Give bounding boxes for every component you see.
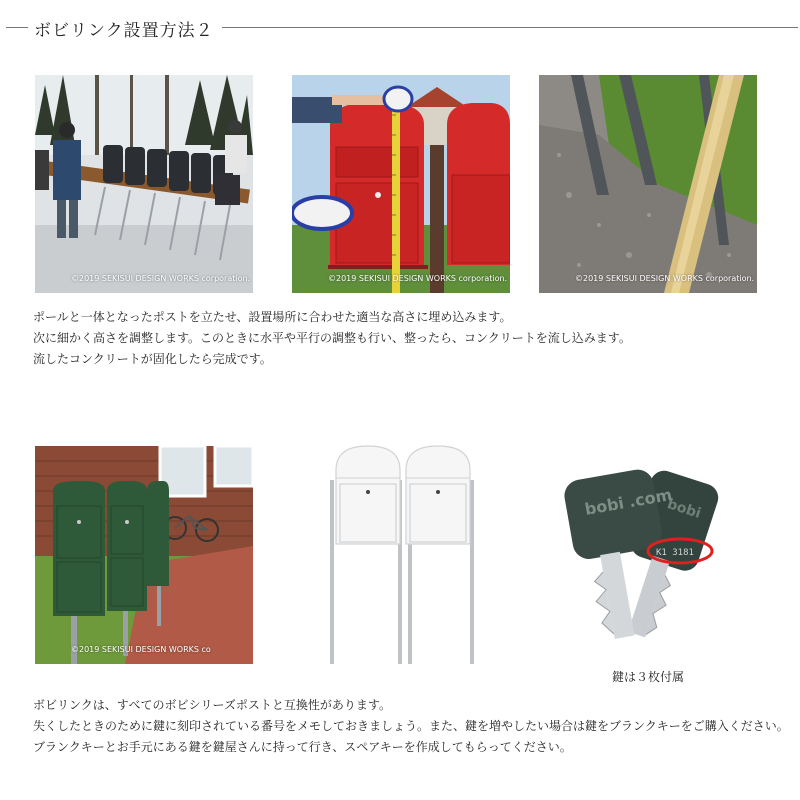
photo-white-mailboxes-on-poles xyxy=(320,440,490,670)
key-caption: 鍵は３枚付属 xyxy=(612,670,685,684)
copyright-watermark: ©2019 SEKISUI DESIGN WORKS corporation. xyxy=(71,274,251,283)
description-line: ブランクキーとお手元にある鍵を鍵屋さんに持って行き、スペアキーを作成してもらってください。 xyxy=(33,740,572,754)
description-line: 流したコンクリートが固化したら完成です。 xyxy=(33,352,272,366)
photo-keys xyxy=(540,455,740,655)
compatibility-description xyxy=(33,695,789,758)
description-line: 次に細かく高さを調整します。このときに水平や平行の調整も行い、整ったら、コンクリートを流し込みます。 xyxy=(33,331,631,345)
heading-rule-left xyxy=(6,27,28,28)
section-heading xyxy=(0,14,800,40)
installation-description xyxy=(33,307,631,370)
copyright-watermark: ©2019 SEKISUI DESIGN WORKS co xyxy=(71,645,211,654)
page-title: ボビリンク設置方法２ xyxy=(34,21,214,41)
photo-measuring-red-mailbox xyxy=(292,75,510,293)
copyright-watermark: ©2019 SEKISUI DESIGN WORKS corporation. xyxy=(328,274,508,283)
key-brand-text: bobi .com xyxy=(583,484,674,519)
photo-poles-in-gravel xyxy=(539,75,757,293)
photo-green-mailboxes xyxy=(35,446,253,664)
heading-rule-right xyxy=(222,27,798,28)
key-serial-text: K1 3181 xyxy=(656,548,694,558)
svg-text:bobi: bobi xyxy=(665,496,703,522)
description-line: ボビリンクは、すべてのボビシリーズポストと互換性があります。 xyxy=(33,698,391,712)
description-line: 失くしたときのために鍵に刻印されている番号をメモしておきましょう。また、鍵を増やしたい場合は鍵をブランクキーをご購入ください。 xyxy=(33,719,789,733)
copyright-watermark: ©2019 SEKISUI DESIGN WORKS corporation. xyxy=(575,274,755,283)
photo-group-installation xyxy=(35,75,253,293)
description-line: ポールと一体となったポストを立たせ、設置場所に合わせた適当な高さに埋め込みます。 xyxy=(33,310,512,324)
